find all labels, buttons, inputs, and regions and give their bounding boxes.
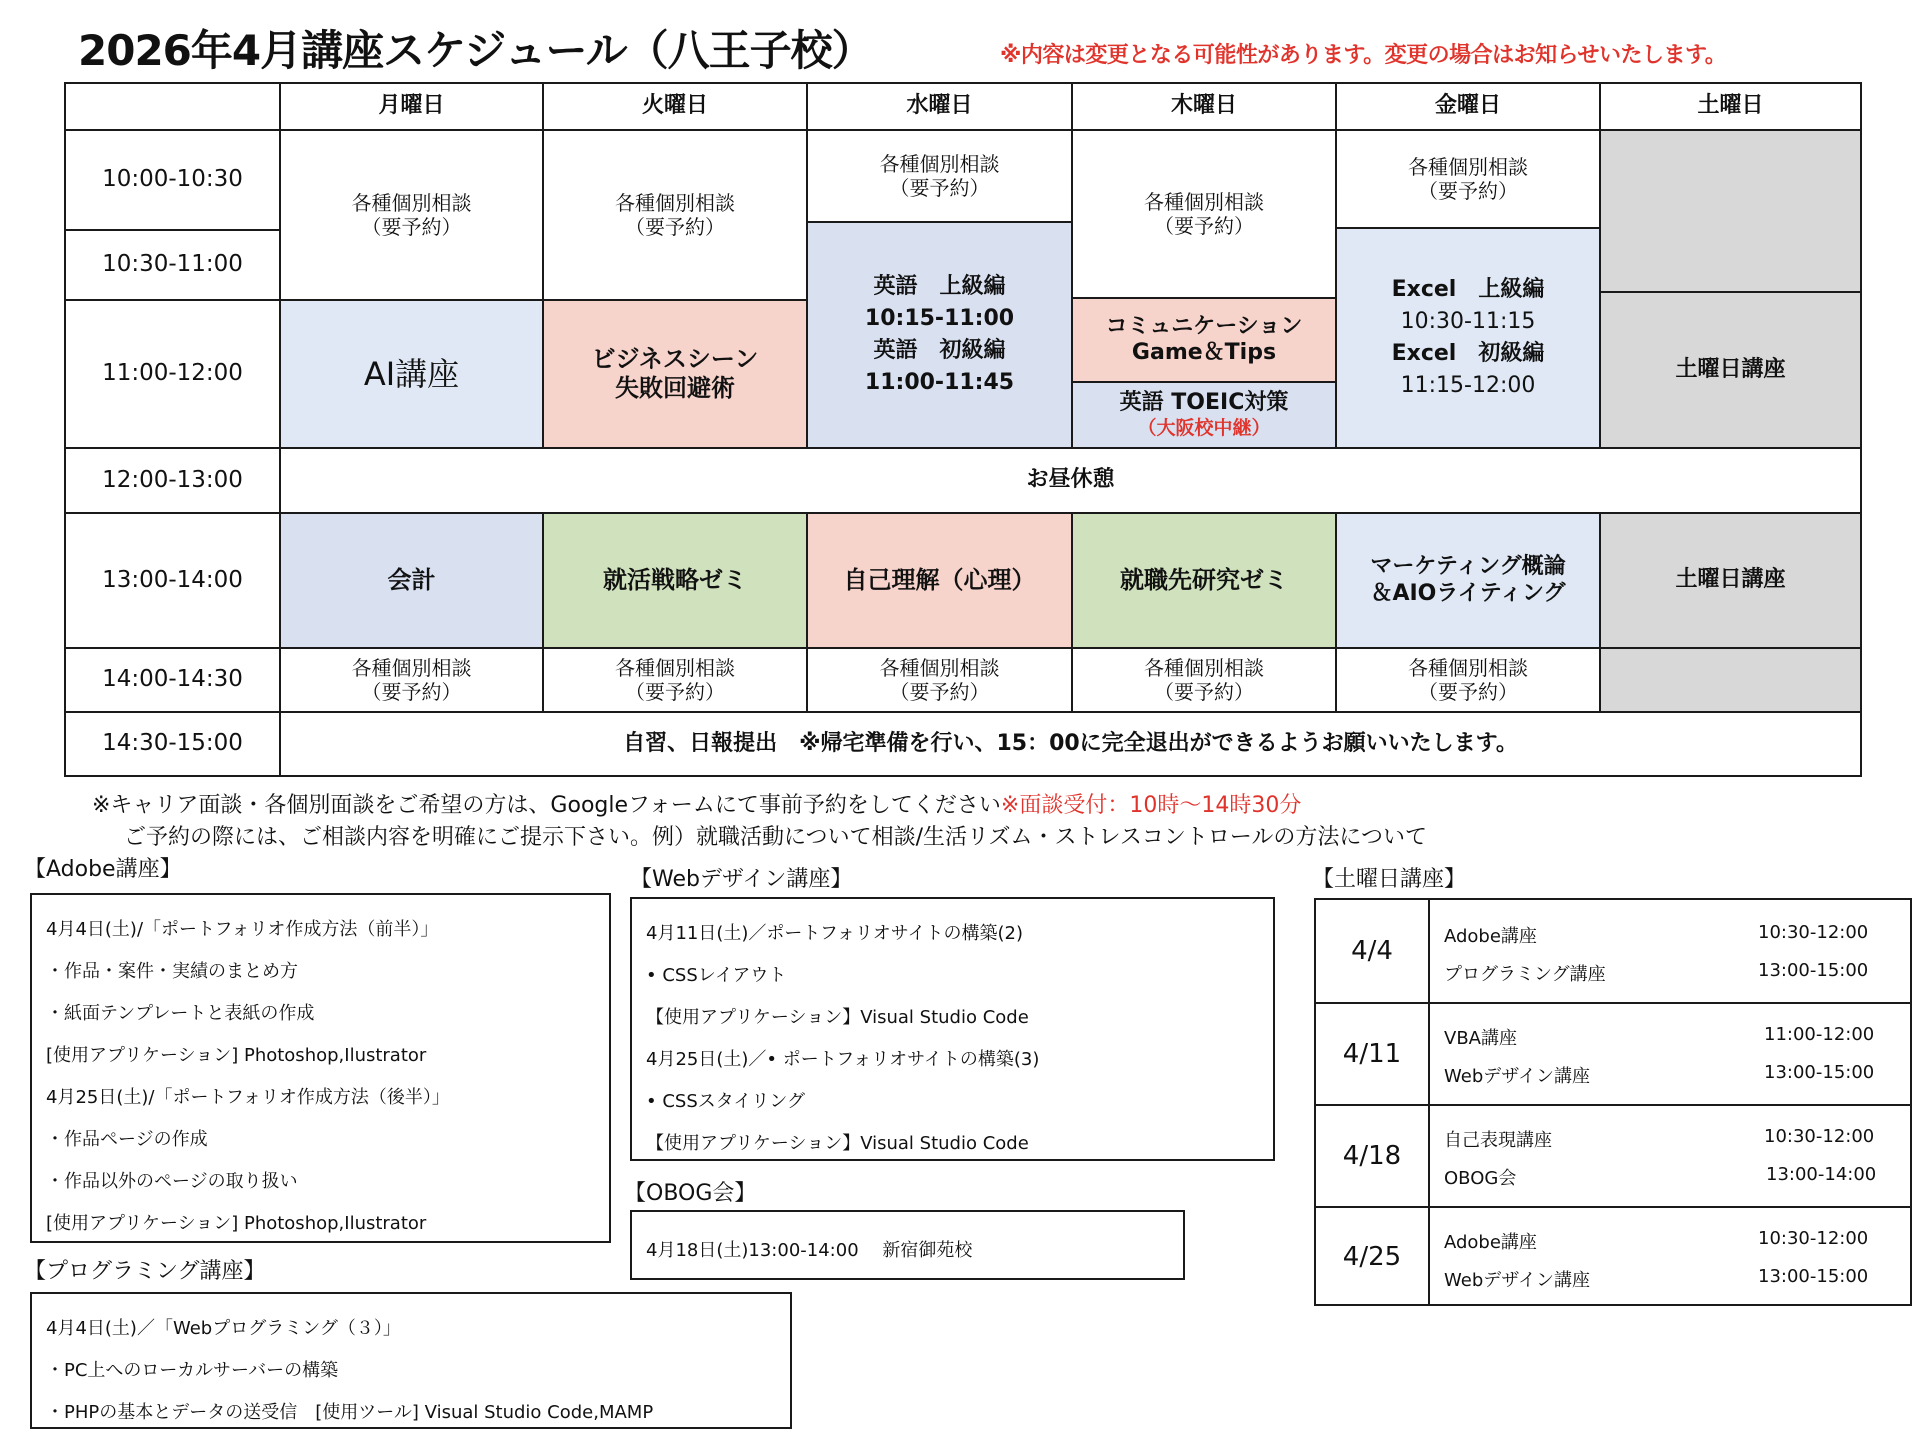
adobe-box [30, 893, 611, 1243]
consult-note: （要予約） [1418, 179, 1518, 203]
class-time-line: 10:30-11:15 [1400, 309, 1536, 335]
header-fri: 金曜日 [1335, 82, 1601, 131]
obog-box [630, 1210, 1185, 1280]
lecture-name: VBA講座 [1444, 1028, 1517, 1049]
consult-cell [542, 129, 808, 301]
saturday-row [1316, 1206, 1910, 1306]
consult-note: （要予約） [1154, 214, 1254, 238]
web-section-title: 【Webデザイン講座】 [630, 867, 853, 892]
consult-label: 各種個別相談 [615, 656, 735, 680]
consult-label: 各種個別相談 [351, 191, 472, 215]
saturday-date: 4/4 [1316, 900, 1430, 1002]
header-mon: 月曜日 [279, 82, 544, 131]
lunch-break: お昼休憩 [279, 447, 1862, 514]
lecture-name: Webデザイン講座 [1444, 1270, 1590, 1291]
consult-label: 各種個別相談 [1144, 656, 1264, 680]
class-title-line: 英語 初級編 [873, 338, 1006, 363]
time-slot: 13:00-14:00 [64, 512, 281, 649]
class-marketing [1335, 512, 1601, 649]
saturday-row [1316, 1002, 1910, 1104]
header-wed: 水曜日 [806, 82, 1073, 131]
adobe-section-title: 【Adobe講座】 [24, 857, 182, 882]
consult-cell [1335, 129, 1601, 229]
class-english [806, 221, 1073, 449]
class-company-research: 就職先研究ゼミ [1071, 512, 1337, 649]
lecture-time: 13:00-15:00 [1764, 1062, 1875, 1083]
class-title-line: Game＆Tips [1131, 340, 1277, 365]
time-slot: 14:00-14:30 [64, 647, 281, 713]
time-slot: 12:00-13:00 [64, 447, 281, 514]
consult-label: 各種個別相談 [879, 152, 1000, 176]
consult-note: （要予約） [625, 215, 725, 239]
consult-cell [279, 647, 544, 713]
lecture-name: OBOG会 [1444, 1168, 1517, 1189]
web-line: • CSSスタイリング [646, 1091, 806, 1112]
time-slot: 11:00-12:00 [64, 299, 281, 449]
booking-instruction: ※キャリア面談・各個別面談をご希望の方は、Googleフォームにて事前予約をしてください [92, 793, 1001, 818]
adobe-line: ・作品以外のページの取り扱い [46, 1171, 298, 1192]
class-ai: AI講座 [279, 299, 544, 449]
saturday-row [1316, 900, 1910, 1002]
header-sat: 土曜日 [1599, 82, 1862, 131]
web-box [630, 897, 1275, 1161]
class-self-understanding: 自己理解（心理） [806, 512, 1073, 649]
empty-cell [1599, 129, 1862, 293]
closing-note: 自習、日報提出 ※帰宅準備を行い、15：00に完全退出ができるようお願いいたします。 [279, 711, 1862, 777]
class-job-strategy: 就活戦略ゼミ [542, 512, 808, 649]
web-line: 【使用アプリケーション】Visual Studio Code [646, 1133, 1029, 1154]
consult-label: 各種個別相談 [1408, 155, 1528, 179]
adobe-line: [使用アプリケーション] Photoshop,Ilustrator [46, 1213, 427, 1234]
obog-section-title: 【OBOG会】 [624, 1181, 757, 1206]
saturday-date: 4/25 [1316, 1208, 1430, 1306]
obog-line: 4月18日(土)13:00-14:00 新宿御苑校 [646, 1240, 973, 1261]
programming-box [30, 1292, 792, 1429]
header-thu: 木曜日 [1071, 82, 1337, 131]
consult-note: （要予約） [889, 176, 990, 200]
adobe-line: ・紙面テンプレートと表紙の作成 [46, 1003, 315, 1024]
header-tue: 火曜日 [542, 82, 808, 131]
class-title-line: 失敗回避術 [615, 374, 735, 402]
consult-cell [1335, 647, 1601, 713]
consult-note: （要予約） [625, 680, 725, 704]
web-line: • CSSレイアウト [646, 965, 787, 986]
lecture-time: 13:00-14:00 [1766, 1164, 1877, 1185]
saturday-date: 4/18 [1316, 1106, 1430, 1206]
lecture-name: 自己表現講座 [1444, 1130, 1552, 1151]
class-title-line: Excel 初級編 [1391, 341, 1545, 366]
class-title-line: 英語 上級編 [873, 274, 1006, 300]
consult-label: 各種個別相談 [351, 656, 472, 680]
consult-note: （要予約） [1154, 680, 1254, 704]
time-slot: 10:30-11:00 [64, 229, 281, 301]
consult-note: （要予約） [361, 680, 462, 704]
class-title-line: ビジネスシーン [591, 345, 759, 374]
saturday-table [1314, 898, 1912, 1306]
saturday-section-title: 【土曜日講座】 [1312, 867, 1467, 892]
consult-example-note: ご予約の際には、ご相談内容を明確にご提示下さい。例）就職活動について相談/生活リズム・ストレスコントロールの方法について [124, 825, 1427, 850]
adobe-line: [使用アプリケーション] Photoshop,Ilustrator [46, 1045, 427, 1066]
lecture-name: プログラミング講座 [1444, 964, 1606, 985]
saturday-date: 4/11 [1316, 1004, 1430, 1104]
adobe-line: ・作品ページの作成 [46, 1129, 208, 1150]
adobe-line: 4月25日(土)/「ポートフォリオ作成方法（後半）」 [46, 1087, 450, 1108]
consult-note: （要予約） [889, 680, 990, 704]
programming-section-title: 【プログラミング講座】 [24, 1259, 266, 1284]
consult-cell [806, 129, 1073, 223]
consult-cell [279, 129, 544, 301]
lecture-time: 10:30-12:00 [1758, 1228, 1869, 1249]
class-business [542, 299, 808, 449]
broadcast-note: （大阪校中継） [1137, 416, 1271, 439]
lecture-time: 13:00-15:00 [1758, 960, 1869, 981]
class-toeic [1071, 381, 1337, 449]
class-title-line: コミュニケーション [1105, 313, 1303, 339]
class-communication [1071, 297, 1337, 383]
class-accounting: 会計 [279, 512, 544, 649]
class-saturday: 土曜日講座 [1599, 512, 1862, 649]
class-title-line: マーケティング概論 [1370, 554, 1566, 580]
class-title-line: ＆AIOライティング [1370, 580, 1566, 606]
web-line: 4月25日(土)／• ポートフォリオサイトの構築(3) [646, 1049, 1040, 1070]
consult-note: （要予約） [1418, 680, 1518, 704]
saturday-row [1316, 1104, 1910, 1206]
class-title-line: 英語 TOEIC対策 [1119, 390, 1289, 416]
class-time-line: 10:15-11:00 [864, 306, 1015, 332]
booking-note [92, 788, 1301, 819]
web-line: 4月11日(土)／ポートフォリオサイトの構築(2) [646, 923, 1024, 944]
consult-cell [806, 647, 1073, 713]
lecture-time: 10:30-12:00 [1764, 1126, 1875, 1147]
class-title-line: Excel 上級編 [1391, 277, 1545, 303]
adobe-line: ・作品・案件・実績のまとめ方 [46, 961, 298, 982]
class-time-line: 11:15-12:00 [1400, 372, 1536, 398]
lecture-time: 10:30-12:00 [1758, 922, 1869, 943]
lecture-time: 13:00-15:00 [1758, 1266, 1869, 1287]
web-line: 【使用アプリケーション】Visual Studio Code [646, 1007, 1029, 1028]
consult-cell [1071, 647, 1337, 713]
time-slot: 14:30-15:00 [64, 711, 281, 777]
page-title: 2026年4月講座スケジュール（八王子校） [78, 26, 873, 75]
lecture-name: Adobe講座 [1444, 926, 1537, 947]
consult-label: 各種個別相談 [1144, 190, 1264, 214]
empty-cell [1599, 647, 1862, 713]
consult-cell [1071, 129, 1337, 299]
time-slot: 10:00-10:30 [64, 129, 281, 231]
consult-label: 各種個別相談 [879, 656, 1000, 680]
lecture-name: Adobe講座 [1444, 1232, 1537, 1253]
programming-line: 4月4日(土)／「Webプログラミング（３）」 [46, 1318, 401, 1339]
consult-note: （要予約） [361, 215, 462, 239]
consult-hours: ※面談受付：10時〜14時30分 [1000, 793, 1302, 818]
lecture-time: 11:00-12:00 [1764, 1024, 1875, 1045]
class-time-line: 11:00-11:45 [864, 369, 1015, 395]
programming-line: ・PHPの基本とデータの送受信 [使用ツール] Visual Studio Code,MAMP [46, 1402, 654, 1423]
consult-label: 各種個別相談 [1408, 656, 1528, 680]
consult-label: 各種個別相談 [615, 191, 735, 215]
lecture-name: Webデザイン講座 [1444, 1066, 1590, 1087]
class-excel [1335, 227, 1601, 449]
adobe-line: 4月4日(土)/「ポートフォリオ作成方法（前半）」 [46, 919, 439, 940]
header-corner [64, 82, 281, 131]
programming-line: ・PC上へのローカルサーバーの構築 [46, 1360, 339, 1381]
class-saturday: 土曜日講座 [1599, 291, 1862, 449]
change-notice: ※内容は変更となる可能性があります。変更の場合はお知らせいたします。 [1000, 43, 1727, 68]
consult-cell [542, 647, 808, 713]
